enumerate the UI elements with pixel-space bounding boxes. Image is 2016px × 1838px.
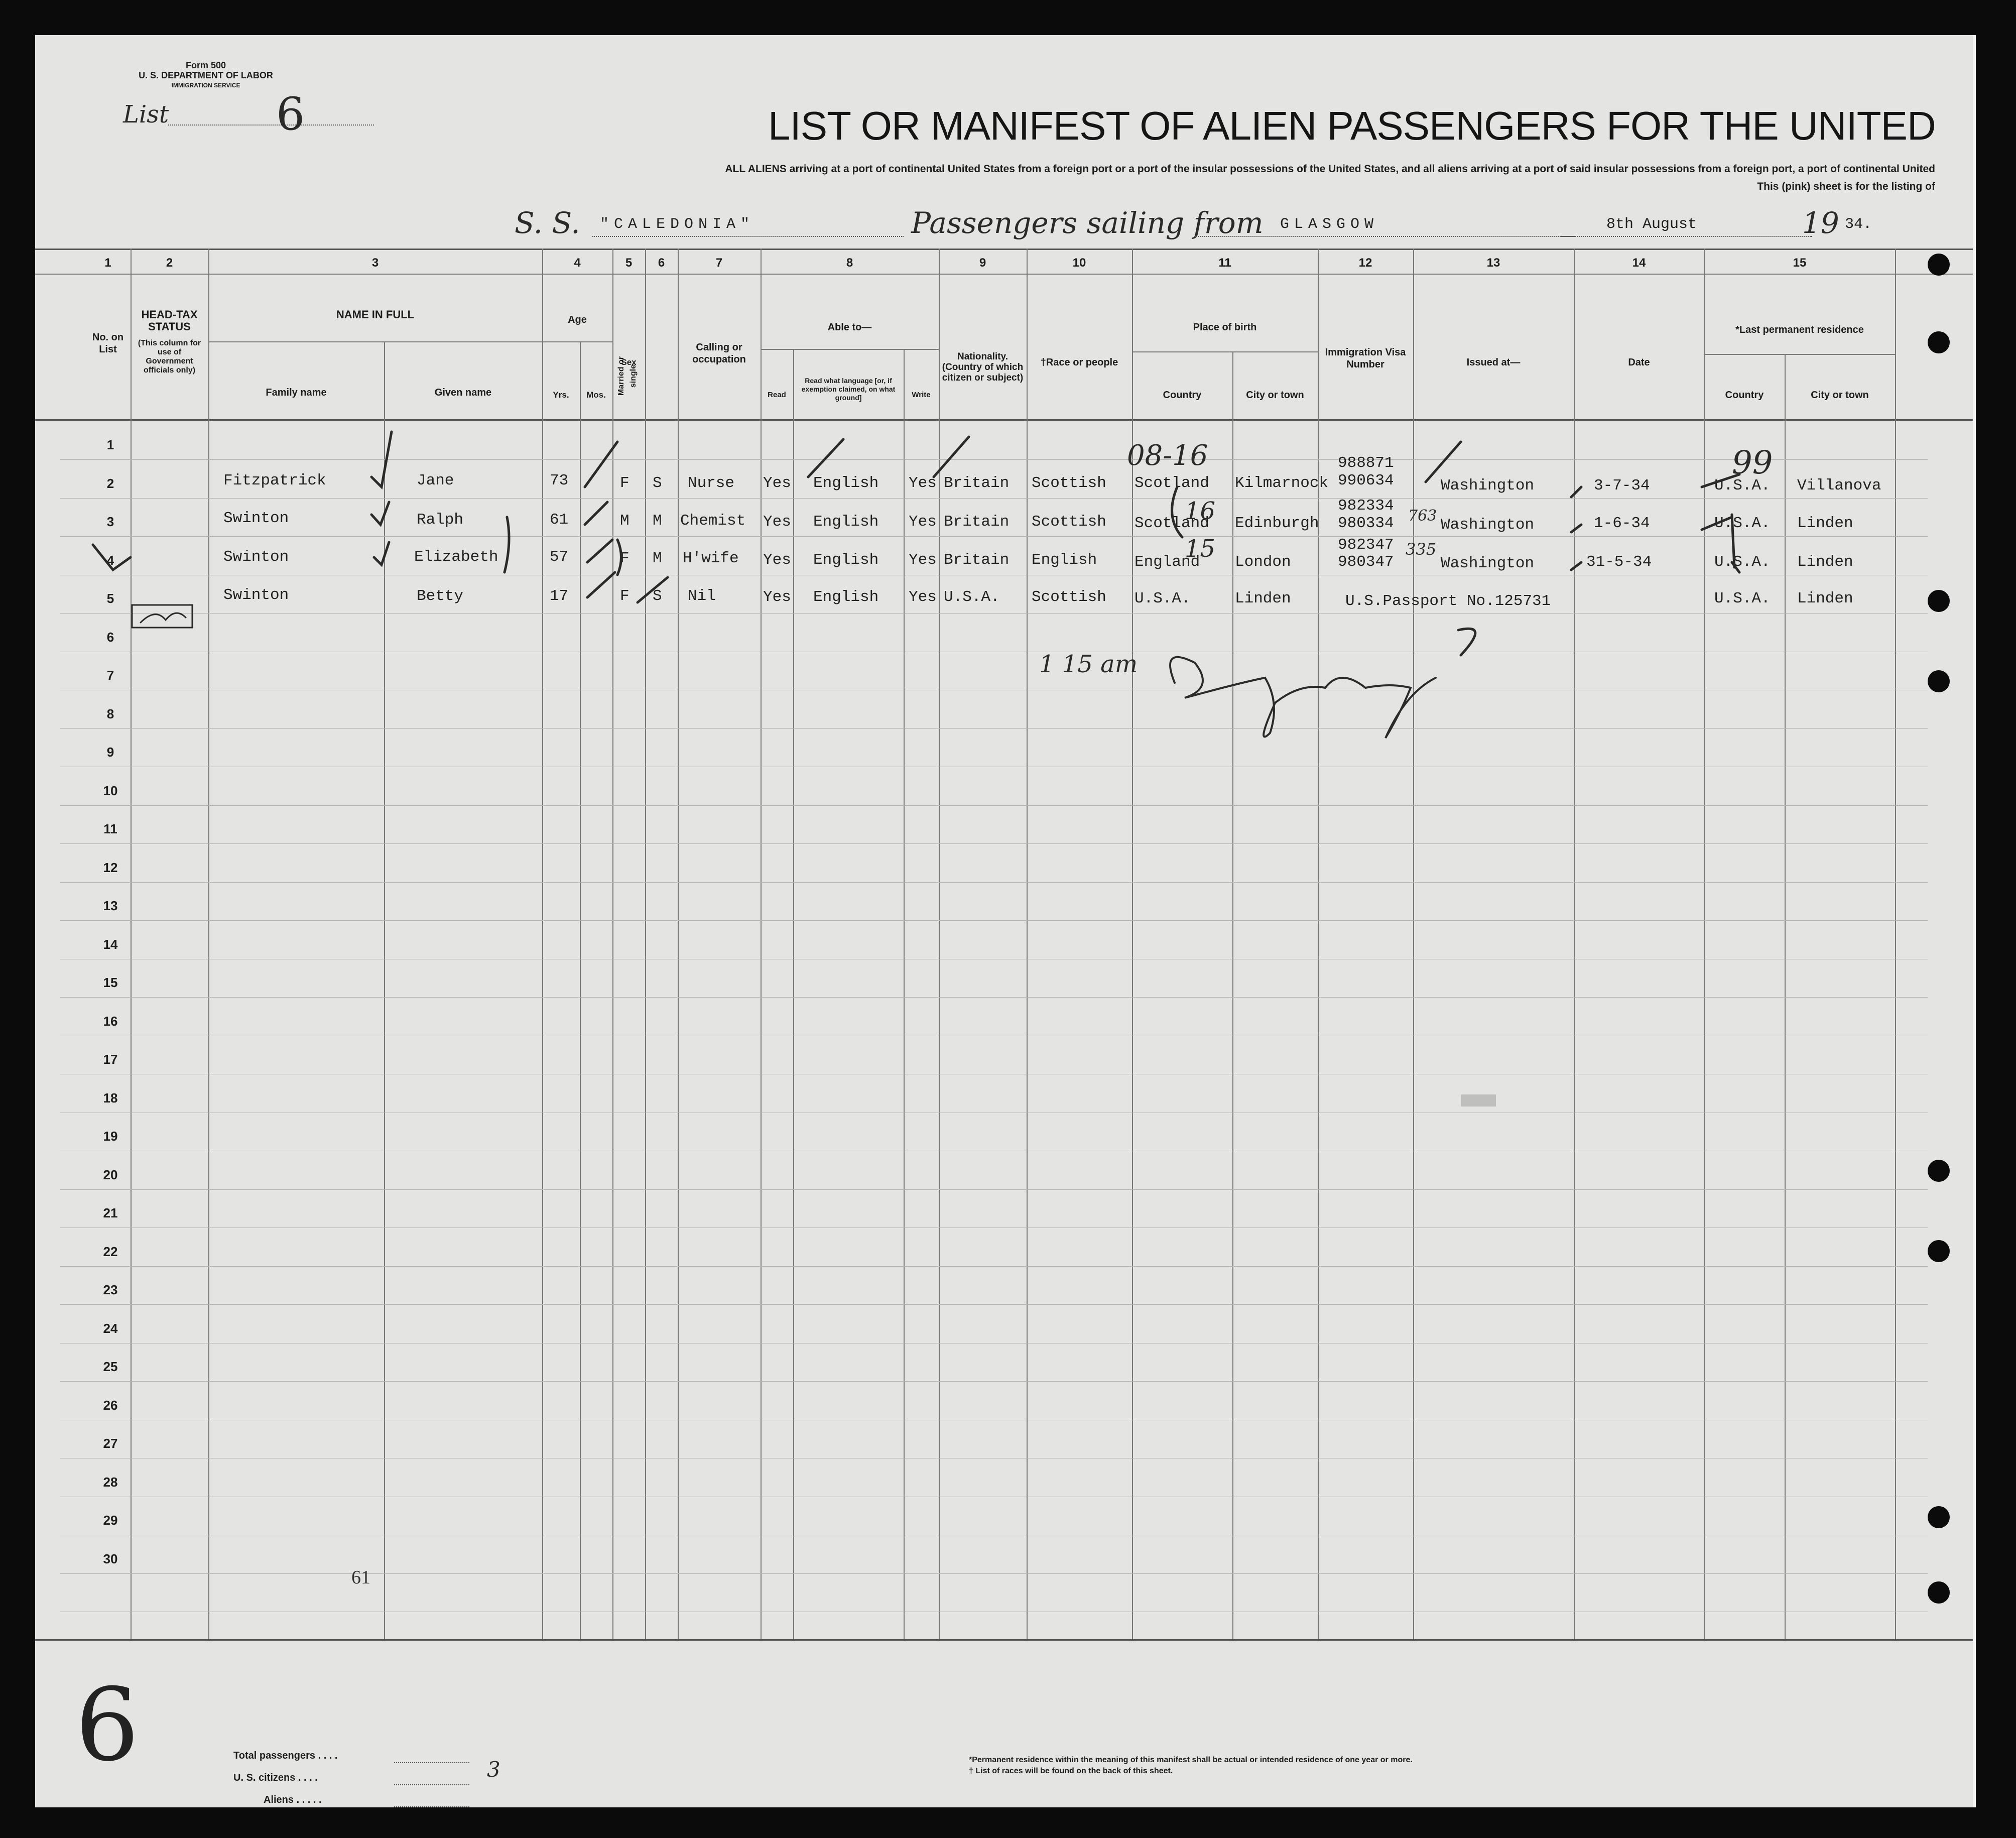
colnum-6: 6	[658, 256, 665, 270]
race: Scottish	[1032, 513, 1106, 531]
tick-stroke	[1702, 517, 1732, 530]
race: Scottish	[1032, 474, 1106, 492]
row-number: 24	[103, 1321, 118, 1336]
sex: F	[620, 474, 629, 492]
header-head-tax: HEAD-TAX STATUS	[141, 308, 198, 333]
visa-number-top: 982347	[1338, 536, 1394, 554]
footer-notes	[969, 1755, 1413, 1777]
port-name: GLASGOW	[1280, 216, 1379, 233]
row-number: 27	[103, 1436, 118, 1451]
races-footnote: † List of races will be found on the back of this sheet.	[969, 1767, 1173, 1775]
tick-stroke	[1732, 562, 1739, 572]
colnum-7: 7	[715, 256, 723, 270]
visa-correction-row2: 763	[1408, 507, 1437, 525]
residence-city: Villanova	[1797, 477, 1881, 495]
header-able-to: Able to—	[827, 322, 872, 333]
can-write: Yes	[909, 588, 937, 606]
residence-city: Linden	[1797, 515, 1853, 532]
residence-note-row1: 99	[1732, 444, 1773, 481]
age: 57	[550, 548, 569, 566]
row-number: 5	[106, 591, 114, 606]
nationality: Britain	[944, 474, 1010, 492]
header-date: Date	[1628, 357, 1650, 368]
nationality: Britain	[944, 551, 1010, 569]
colnum-9: 9	[979, 256, 986, 270]
faint-stamp	[1461, 1094, 1496, 1107]
given-name: Jane	[417, 472, 454, 489]
residence-country: U.S.A.	[1714, 553, 1771, 571]
tick-stroke	[1426, 442, 1461, 482]
header-given-name: Given name	[434, 387, 492, 398]
language: English	[813, 474, 879, 492]
footer-totals	[233, 1745, 337, 1811]
total-passengers-label: Total passengers . . . .	[233, 1750, 338, 1761]
row-number: 16	[103, 1014, 118, 1029]
header-issued-at: Issued at—	[1466, 357, 1521, 368]
birth-note-row1: 08-16	[1127, 439, 1208, 472]
check-mark	[371, 432, 392, 487]
row-number: 13	[103, 898, 118, 913]
marital-status: M	[653, 512, 662, 530]
can-read: Yes	[763, 588, 791, 606]
residence-country: U.S.A.	[1714, 590, 1771, 607]
punch-hole	[1928, 590, 1950, 612]
check-mark	[374, 542, 389, 565]
can-read: Yes	[763, 513, 791, 531]
occupation: Nil	[688, 587, 716, 605]
can-write: Yes	[909, 474, 937, 492]
nationality: Britain	[944, 513, 1010, 531]
subtitle: ALL ALIENS arriving at a port of continental United States from a foreign port or a port of the insular possessions of the United States, and all aliens arriving at a port of said insular possessions from a foreign port, a port of continental United	[725, 163, 1935, 175]
handwriting-marks	[35, 35, 1973, 1807]
header-read: Read	[768, 391, 786, 399]
service: IMMIGRATION SERVICE	[171, 82, 240, 89]
header-family-name: Family name	[266, 387, 327, 398]
tick-stroke	[808, 439, 843, 477]
colnum-11: 11	[1218, 256, 1231, 270]
citizens-line	[394, 1784, 469, 1785]
punch-hole	[1928, 670, 1950, 692]
header-mos: Mos.	[586, 390, 606, 400]
issued-at: Washington	[1441, 477, 1535, 495]
colnum-2: 2	[166, 256, 173, 270]
can-read: Yes	[763, 474, 791, 492]
row-number: 15	[103, 975, 118, 990]
row-number: 6	[106, 630, 114, 645]
handwritten-list-number: 6	[75, 1667, 140, 1784]
subtitle-2: This (pink) sheet is for the listing of	[1757, 181, 1935, 192]
visa-correction-row3: 335	[1406, 540, 1437, 559]
tick-stroke	[587, 540, 612, 562]
tick-stroke	[1571, 562, 1581, 570]
birth-country: Scotland	[1135, 474, 1209, 492]
signature-scribble	[1170, 657, 1436, 738]
row-number: 3	[106, 514, 114, 529]
can-write: Yes	[909, 513, 937, 531]
punch-hole	[1928, 331, 1950, 353]
header-yrs: Yrs.	[553, 390, 569, 400]
tick-stroke	[585, 442, 617, 487]
family-name: Swinton	[223, 548, 289, 566]
row-number: 18	[103, 1090, 118, 1106]
row-number: 11	[103, 821, 117, 836]
aliens-label: Aliens . . . . .	[264, 1794, 322, 1805]
birth-city: Linden	[1235, 590, 1291, 607]
sex: F	[620, 587, 629, 605]
tick-stroke	[1571, 525, 1581, 532]
residence-country: U.S.A.	[1714, 515, 1771, 532]
residence-country: U.S.A.	[1714, 477, 1771, 495]
race: Scottish	[1032, 588, 1106, 606]
colnum-3: 3	[371, 256, 379, 270]
ss-label: S. S.	[515, 206, 580, 240]
header-sex: Sex	[621, 357, 637, 367]
row-number: 26	[103, 1398, 118, 1413]
row-number: 20	[103, 1167, 118, 1182]
given-name: Betty	[417, 587, 464, 605]
given-name: Ralph	[417, 511, 464, 529]
bracket-stroke	[617, 540, 621, 575]
tick-stroke	[1732, 515, 1734, 567]
row-number: 25	[103, 1359, 118, 1374]
check-mark	[371, 502, 389, 525]
sex: M	[620, 512, 629, 530]
birth-city: Kilmarnock	[1235, 474, 1329, 492]
colnum-8: 8	[846, 256, 853, 270]
row-number: 21	[103, 1205, 118, 1220]
header-age: Age	[568, 314, 587, 325]
birth-country: Scotland	[1135, 515, 1209, 532]
scribble-stroke	[1458, 629, 1475, 655]
row-number: 2	[106, 476, 114, 491]
family-name: Fitzpatrick	[223, 472, 326, 489]
row-number: 29	[103, 1513, 118, 1528]
header-read-language: Read what language [or, if exemption claimed, on what ground]	[801, 377, 896, 402]
birth-country: U.S.A.	[1135, 590, 1191, 607]
colnum-1: 1	[104, 256, 111, 270]
row-number: 10	[103, 783, 118, 798]
tick-stroke	[1571, 487, 1581, 497]
header-no-on-list: No. on List	[92, 332, 124, 355]
punch-hole	[1928, 1506, 1950, 1528]
ship-name: "CALEDONIA"	[600, 216, 755, 233]
colnum-15: 15	[1793, 256, 1807, 270]
row-number: 4	[106, 553, 114, 568]
header-visa: Immigration Visa Number	[1325, 347, 1406, 370]
header-name-in-full: NAME IN FULL	[336, 308, 415, 321]
header-last-residence: *Last permanent residence	[1735, 324, 1864, 335]
row-number: 19	[103, 1129, 118, 1144]
bracket-stroke	[505, 517, 509, 572]
marital-status: S	[653, 474, 662, 492]
visa-number-top: 982334	[1338, 497, 1394, 515]
age: 61	[550, 511, 569, 529]
birth-city: Edinburgh	[1235, 515, 1319, 532]
family-name: Swinton	[223, 510, 289, 527]
tick-stroke	[934, 437, 969, 477]
year-prefix: 19	[1802, 206, 1839, 240]
birth-country: England	[1135, 553, 1200, 571]
occupation: Nurse	[688, 474, 735, 492]
header-write: Write	[912, 391, 931, 399]
sailing-label: Passengers sailing from	[911, 206, 1264, 240]
residence-city: Linden	[1797, 590, 1853, 607]
year-suffix: 34.	[1845, 216, 1872, 233]
head-tax-stamp-scribble	[141, 613, 186, 623]
language: English	[813, 588, 879, 606]
header-race: †Race or people	[1040, 357, 1118, 368]
tick-stroke	[587, 572, 615, 597]
issued-at: Washington	[1441, 555, 1535, 572]
visa-number-top: 988871	[1338, 454, 1394, 472]
marital-status: S	[653, 587, 662, 605]
row-number: 17	[103, 1052, 118, 1067]
signature-time: 1 15 am	[1039, 650, 1138, 678]
birth-note-row3: 15	[1185, 535, 1216, 563]
row-number: 30	[103, 1551, 118, 1566]
row-number: 9	[106, 745, 114, 760]
row-number: 7	[106, 668, 114, 683]
handwritten-aliens-count: 3	[487, 1757, 500, 1782]
page-title: LIST OR MANIFEST OF ALIEN PASSENGERS FOR THE UNITED	[768, 103, 1936, 148]
header-married: Married or single	[617, 356, 638, 396]
passport-number: U.S.Passport No.125731	[1345, 592, 1551, 610]
bracket-stroke	[1172, 487, 1182, 537]
can-read: Yes	[763, 551, 791, 569]
colnum-4: 4	[574, 256, 581, 270]
row-number: 23	[103, 1282, 118, 1297]
header-res-city: City or town	[1811, 390, 1869, 401]
row-number: 28	[103, 1475, 118, 1490]
occupation: H'wife	[683, 550, 739, 567]
visa-date: 1-6-34	[1594, 515, 1650, 532]
header-birth-country: Country	[1163, 390, 1202, 401]
colnum-10: 10	[1072, 256, 1086, 270]
birth-city: London	[1235, 553, 1291, 571]
us-citizens-label: U. S. citizens . . . .	[233, 1772, 318, 1783]
colnum-5: 5	[625, 256, 633, 270]
sex: F	[620, 550, 629, 567]
sailing-date: 8th August	[1606, 216, 1697, 233]
visa-date: 3-7-34	[1594, 477, 1650, 495]
language: English	[813, 513, 879, 531]
visa-date: 31-5-34	[1586, 553, 1652, 571]
issued-at: Washington	[1441, 516, 1535, 534]
row-number: 14	[103, 937, 118, 952]
list-number: 6	[276, 88, 305, 141]
department: U. S. DEPARTMENT OF LABOR	[139, 70, 273, 80]
row-number: 22	[103, 1244, 118, 1259]
residence-footnote: *Permanent residence within the meaning of this manifest shall be actual or intended residence of one year or more.	[969, 1756, 1413, 1764]
check-mark-left	[93, 545, 131, 570]
family-name: Swinton	[223, 586, 289, 604]
page-number: 61	[351, 1567, 370, 1588]
row-number: 1	[106, 437, 114, 452]
aliens-line	[394, 1806, 469, 1807]
row-number: 8	[106, 706, 114, 721]
tick-stroke	[638, 577, 668, 602]
marital-status: M	[653, 550, 662, 567]
header-nationality: Nationality. (Country of which citizen or subject)	[942, 351, 1024, 383]
row-number: 12	[103, 860, 118, 875]
form-number: Form 500	[185, 60, 226, 70]
visa-number: 990634	[1338, 472, 1394, 489]
age: 17	[550, 587, 569, 605]
visa-number: 980334	[1338, 515, 1394, 532]
manifest-sheet	[35, 35, 1976, 1807]
punch-hole	[1928, 1581, 1950, 1604]
visa-number: 980347	[1338, 553, 1394, 571]
header-place-of-birth: Place of birth	[1193, 322, 1257, 333]
punch-hole	[1928, 1160, 1950, 1182]
age: 73	[550, 472, 569, 489]
birth-note-row2: 16	[1185, 497, 1216, 525]
tick-stroke	[1702, 474, 1739, 487]
header-head-tax-note: (This column for use of Government officials only)	[138, 339, 201, 375]
list-label: List	[123, 100, 169, 129]
punch-hole	[1928, 1240, 1950, 1262]
nationality: U.S.A.	[944, 588, 1000, 606]
tick-stroke	[585, 502, 607, 525]
can-write: Yes	[909, 551, 937, 569]
occupation: Chemist	[680, 512, 746, 530]
residence-city: Linden	[1797, 553, 1853, 571]
total-line	[394, 1762, 469, 1763]
header-res-country: Country	[1725, 390, 1764, 401]
colnum-14: 14	[1632, 256, 1646, 270]
colnum-13: 13	[1486, 256, 1500, 270]
colnum-12: 12	[1358, 256, 1372, 270]
header-calling: Calling or occupation	[692, 342, 746, 365]
punch-hole	[1928, 254, 1950, 276]
race: English	[1032, 551, 1097, 569]
language: English	[813, 551, 879, 569]
given-name: Elizabeth	[414, 548, 498, 566]
header-birth-city: City or town	[1246, 390, 1304, 401]
